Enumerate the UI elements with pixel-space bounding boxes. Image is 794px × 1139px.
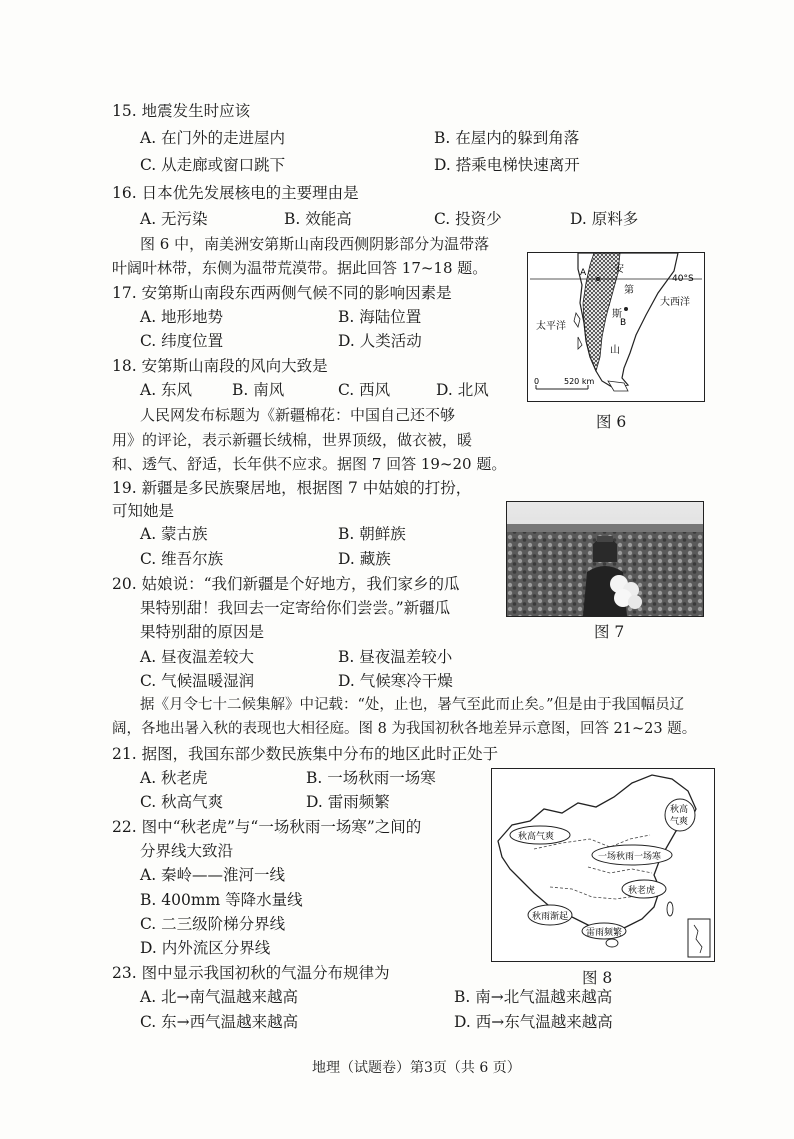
q17-option-b: B. 海陆位置 <box>338 308 422 326</box>
q16-option-b: B. 效能高 <box>284 210 352 228</box>
q19-option-c: C. 维吾尔族 <box>140 550 224 568</box>
q16-stem: 16. 日本优先发展核电的主要理由是 <box>112 184 359 202</box>
q22-stem-line1: 22. 图中“秋老虎”与“一场秋雨一场寒”之间的 <box>112 818 422 836</box>
q19-option-a: A. 蒙古族 <box>140 525 208 543</box>
q20-stem-line3: 果特别甜的原因是 <box>140 623 265 641</box>
intro-21-23-line2: 阔，各地出暑入秋的表现也大相径庭。图 8 为我国初秋各地差异示意图，回答 21~23 题。 <box>112 721 697 737</box>
figure-6-andes-map <box>527 252 705 402</box>
q22-stem-line2: 分界线大致沿 <box>140 842 234 860</box>
q20-option-d: D. 气候寒冷干燥 <box>338 672 453 690</box>
q21-option-a: A. 秋老虎 <box>140 769 208 787</box>
q15-option-a: A. 在门外的走进屋内 <box>140 129 286 147</box>
figure-8-china-map <box>491 768 715 962</box>
fig8-region-autumn-clear-ne-2: 气爽 <box>670 817 689 827</box>
q21-option-c: C. 秋高气爽 <box>140 793 224 811</box>
fig6-scale-distance: 520 km <box>564 377 595 386</box>
q22-option-a: A. 秦岭——淮河一线 <box>140 866 286 884</box>
q19-stem-line2: 可知她是 <box>112 502 175 520</box>
q20-option-b: B. 昼夜温差较小 <box>338 648 453 666</box>
q23-option-c: C. 东→西气温越来越高 <box>140 1013 299 1031</box>
q19-option-d: D. 藏族 <box>338 550 391 568</box>
fig6-si: 斯 <box>612 309 622 320</box>
fig6-lat-label: 40°S <box>672 274 694 284</box>
andes-map-svg <box>528 253 704 401</box>
q23-option-d: D. 西→东气温越来越高 <box>454 1013 613 1031</box>
q17-stem: 17. 安第斯山南段东西两侧气候不同的影响因素是 <box>112 284 452 302</box>
q21-option-d: D. 雷雨频繁 <box>306 793 390 811</box>
q15-option-c: C. 从走廊或窗口跳下 <box>140 156 286 174</box>
q15-stem: 15. 地震发生时应该 <box>112 102 251 120</box>
q16-option-c: C. 投资少 <box>434 210 502 228</box>
q21-stem: 21. 据图，我国东部少数民族集中分布的地区此时正处于 <box>112 745 499 763</box>
q20-option-a: A. 昼夜温差较大 <box>140 648 255 666</box>
q15-option-b: B. 在屋内的躲到角落 <box>434 129 580 147</box>
q15-option-d: D. 搭乘电梯快速离开 <box>434 156 580 174</box>
fig8-region-autumn-tiger: 秋老虎 <box>628 886 656 896</box>
fig6-di: 第 <box>624 285 634 296</box>
q20-stem-line1: 20. 姑娘说：“我们新疆是个好地方，我们家乡的瓜 <box>112 575 460 593</box>
q17-option-a: A. 地形地势 <box>140 308 224 326</box>
q22-option-c: C. 二三级阶梯分界线 <box>140 915 286 933</box>
q20-stem-line2: 果特别甜！我回去一定寄给你们尝尝。”新疆瓜 <box>140 599 451 617</box>
q17-option-d: D. 人类活动 <box>338 332 422 350</box>
fig6-atlantic: 大西洋 <box>660 297 690 308</box>
q20-option-c: C. 气候温暖湿润 <box>140 672 255 690</box>
intro-17-18-line1: 图 6 中，南美洲安第斯山南段西侧阴影部分为温带落 <box>140 235 490 253</box>
cotton-photo-svg <box>507 502 703 616</box>
intro-17-18-line2: 叶阔叶林带，东侧为温带荒漠带。据此回答 17~18 题。 <box>112 259 488 277</box>
q21-option-b: B. 一场秋雨一场寒 <box>306 769 436 787</box>
q18-option-d: D. 北风 <box>436 381 489 399</box>
fig6-pacific: 太平洋 <box>536 321 566 332</box>
q18-stem: 18. 安第斯山南段的风向大致是 <box>112 357 328 375</box>
intro-19-20-line2: 用》的评论，表示新疆长绒棉，世界顶级，做衣被，暖 <box>112 431 473 449</box>
q22-option-d: D. 内外流区分界线 <box>140 939 271 957</box>
figure-7-caption: 图 7 <box>594 623 625 641</box>
intro-19-20-line1: 人民网发布标题为《新疆棉花：中国自己还不够 <box>140 406 456 424</box>
intro-21-23-line1: 据《月令七十二候集解》中记载：“处，止也，暑气至此而止矣。”但是由于我国幅员辽 <box>140 697 685 713</box>
q19-stem-line1: 19. 新疆是多民族聚居地，根据图 7 中姑娘的打扮， <box>112 479 472 497</box>
q17-option-c: C. 纬度位置 <box>140 332 224 350</box>
figure-7-cotton-photo <box>506 501 704 617</box>
fig8-region-autumn-clear-ne-1: 秋高 <box>670 805 689 815</box>
fig6-shan: 山 <box>610 345 620 356</box>
fig6-label-a: A <box>580 268 587 278</box>
q23-option-a: A. 北→南气温越来越高 <box>140 988 299 1006</box>
intro-19-20-line3: 和、透气、舒适，长年供不应求。据图 7 回答 19~20 题。 <box>112 455 507 473</box>
q18-option-b: B. 南风 <box>232 381 285 399</box>
fig6-scale-zero: 0 <box>534 377 540 386</box>
fig8-region-thunderstorm: 雷雨频繁 <box>586 928 623 938</box>
fig6-label-b: B <box>620 318 627 328</box>
q23-option-b: B. 南→北气温越来越高 <box>454 988 613 1006</box>
q22-option-b: B. 400mm 等降水量线 <box>140 891 303 909</box>
q16-option-a: A. 无污染 <box>140 210 208 228</box>
q19-option-b: B. 朝鲜族 <box>338 525 406 543</box>
q16-option-d: D. 原料多 <box>570 210 639 228</box>
q18-option-a: A. 东风 <box>140 381 193 399</box>
fig8-region-autumn-clear-west: 秋高气爽 <box>518 832 555 842</box>
figure-6-caption: 图 6 <box>596 413 627 431</box>
q18-option-c: C. 西风 <box>338 381 391 399</box>
figure-8-caption: 图 8 <box>582 969 613 987</box>
fig8-region-autumn-rain-cold: 一场秋雨一场寒 <box>598 852 662 862</box>
fig6-an: 安 <box>614 264 624 275</box>
page-footer: 地理（试题卷）第3页（共 6 页） <box>312 1060 521 1076</box>
fig8-region-autumn-rain-start: 秋雨渐起 <box>532 912 569 922</box>
q23-stem: 23. 图中显示我国初秋的气温分布规律为 <box>112 964 390 982</box>
china-map-svg <box>492 769 714 961</box>
